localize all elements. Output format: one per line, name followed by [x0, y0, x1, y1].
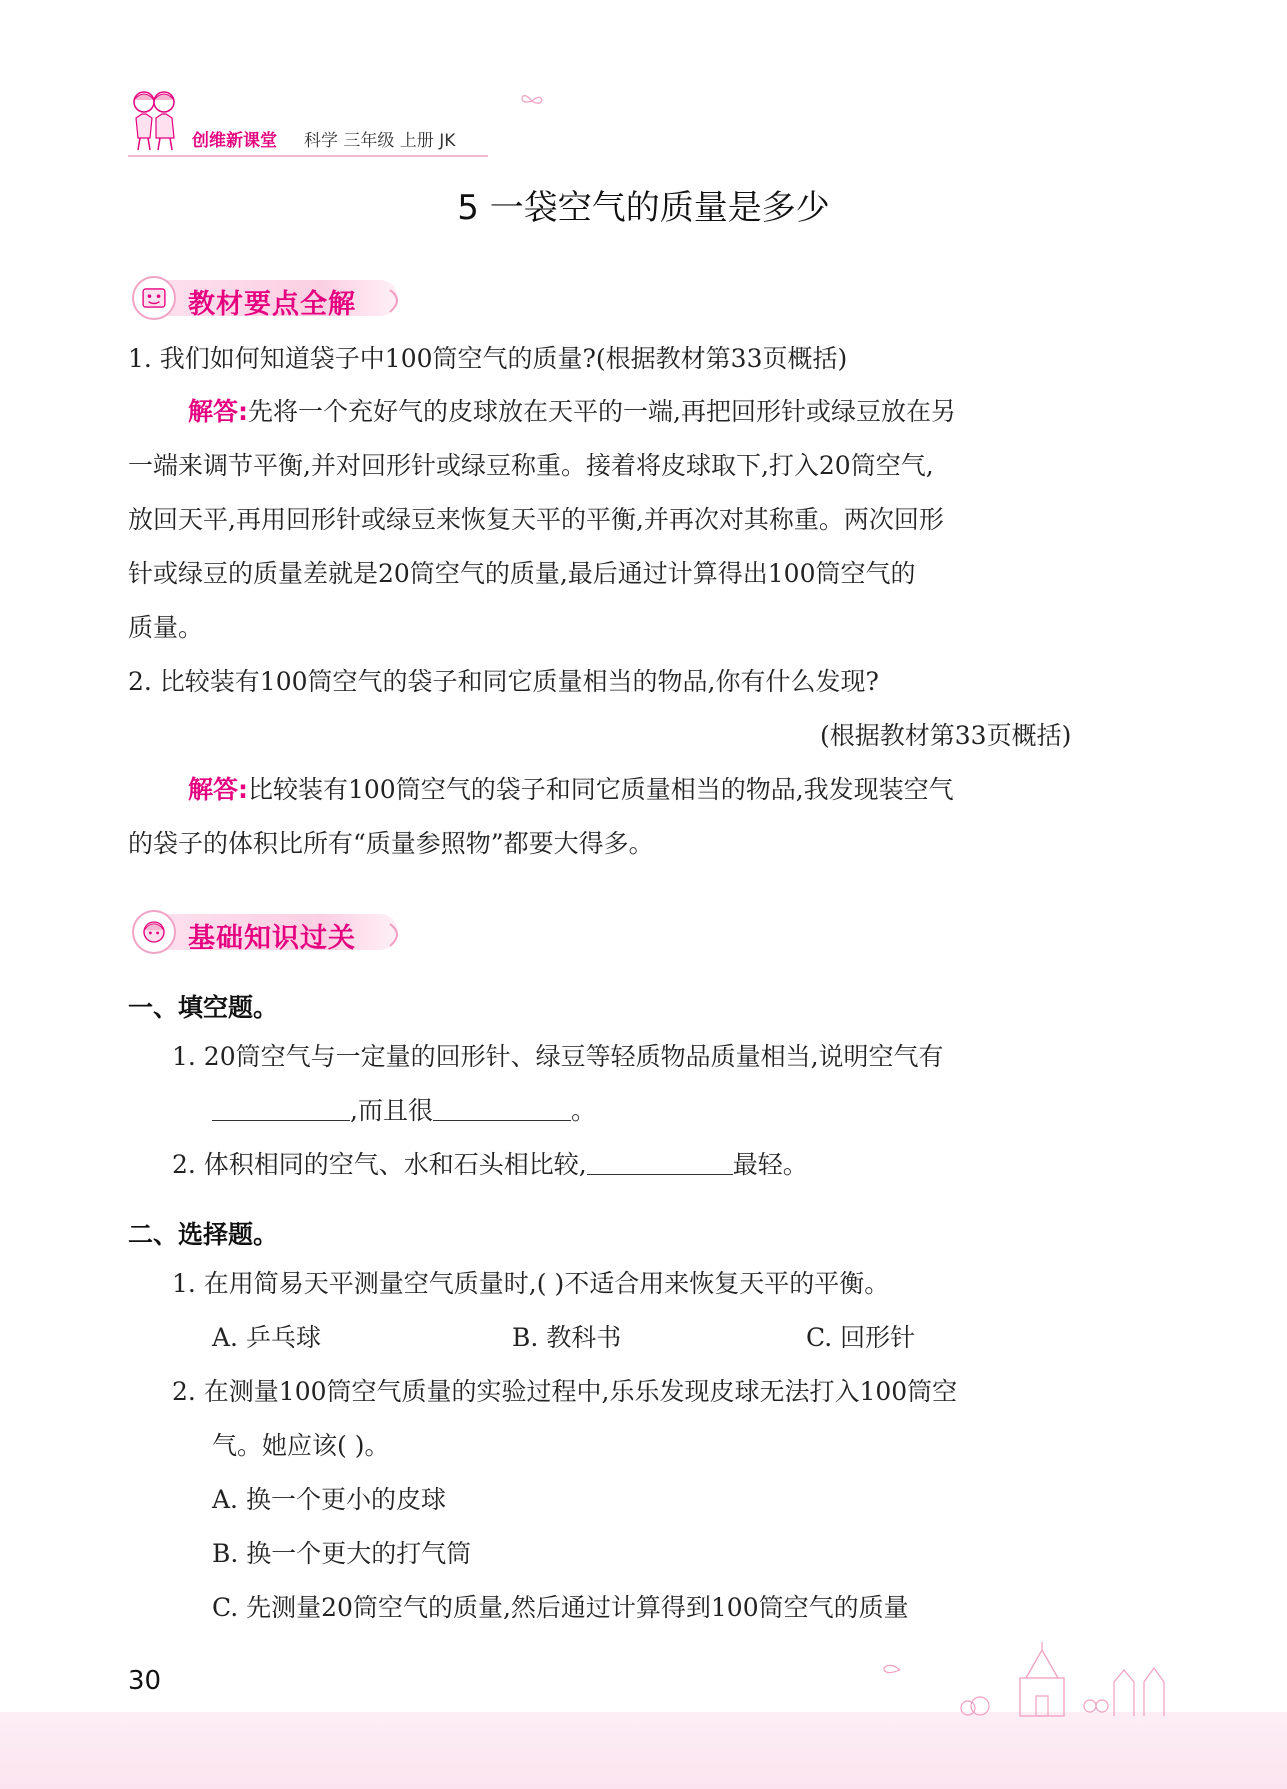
answer-2-line-1 [188, 775, 954, 805]
choice-item-1: 1. 在用简易天平测量空气质量时,( )不适合用来恢复天平的平衡。 [172, 1269, 890, 1298]
choice-1-option-b[interactable]: B. 教科书 [512, 1323, 622, 1352]
choice-2-option-c[interactable]: C. 先测量20筒空气的质量,然后通过计算得到100筒空气的质量 [212, 1593, 909, 1622]
book-mascot-icon [132, 276, 176, 320]
choice-1-option-a[interactable]: A. 乒乓球 [212, 1323, 321, 1352]
answer-label: 解答: [188, 775, 248, 804]
fill-text: 。 [570, 1096, 596, 1125]
part-1-heading: 一、填空题。 [128, 993, 279, 1022]
answer-text: 先将一个充好气的皮球放在天平的一端,再把回形针或绿豆放在另 [248, 397, 956, 426]
fill-item-1-line-1: 1. 20筒空气与一定量的回形针、绿豆等轻质物品质量相当,说明空气有 [172, 1042, 944, 1071]
badge-tail-icon [388, 286, 406, 314]
header-brand: 创维新课堂 [192, 131, 277, 151]
answer-1-line-2: 一端来调节平衡,并对回形针或绿豆称重。接着将皮球取下,打入20筒空气, [128, 451, 934, 480]
page-title: 5 一袋空气的质量是多少 [457, 188, 830, 228]
header-divider [128, 155, 488, 157]
choice-2-option-b[interactable]: B. 换一个更大的打气筒 [212, 1539, 472, 1568]
section-title: 基础知识过关 [188, 923, 356, 954]
choice-1-option-c[interactable]: C. 回形针 [806, 1323, 916, 1352]
butterfly-icon [520, 92, 544, 110]
fill-item-1-line-2 [212, 1096, 596, 1126]
answer-label: 解答: [188, 397, 248, 426]
answer-text: 比较装有100筒空气的袋子和同它质量相当的物品,我发现装空气 [248, 775, 954, 804]
answer-1-line-1 [188, 397, 956, 427]
answer-2-line-2: 的袋子的体积比所有“质量参照物”都要大得多。 [128, 829, 654, 858]
badge-tail-icon [388, 920, 406, 948]
fill-text: 最轻。 [732, 1150, 808, 1179]
answer-1-line-3: 放回天平,再用回形针或绿豆来恢复天平的平衡,并再次对其称重。两次回形 [128, 505, 944, 534]
section-badge-key-points [132, 276, 404, 322]
section-badge-basics [132, 910, 404, 956]
choice-item-2-line-1: 2. 在测量100筒空气质量的实验过程中,乐乐发现皮球无法打入100筒空 [172, 1377, 958, 1406]
answer-1-line-5: 质量。 [128, 613, 204, 642]
section-title: 教材要点全解 [188, 289, 356, 320]
answer-blank[interactable] [212, 1098, 350, 1121]
fill-text: 2. 体积相同的空气、水和石头相比较, [172, 1150, 587, 1179]
part-2-heading: 二、选择题。 [128, 1220, 279, 1249]
kids-logo-icon [128, 88, 180, 154]
question-1: 1. 我们如何知道袋子中100筒空气的质量?(根据教材第33页概括) [128, 344, 848, 373]
question-2: 2. 比较装有100筒空气的袋子和同它质量相当的物品,你有什么发现? [128, 667, 879, 696]
fill-item-2 [172, 1150, 808, 1180]
choice-2-option-a[interactable]: A. 换一个更小的皮球 [212, 1485, 446, 1514]
choice-item-2-line-2: 气。她应该( )。 [212, 1431, 390, 1460]
girl-mascot-icon [132, 910, 176, 954]
footer-band [0, 1712, 1287, 1789]
question-2-source: (根据教材第33页概括) [820, 721, 1072, 750]
answer-blank[interactable] [587, 1152, 733, 1175]
answer-blank[interactable] [433, 1098, 571, 1121]
fill-text: ,而且很 [350, 1096, 433, 1125]
answer-1-line-4: 针或绿豆的质量差就是20筒空气的质量,最后通过计算得出100筒空气的 [128, 559, 916, 588]
page-number: 30 [128, 1666, 162, 1696]
header-subtitle: 科学 三年级 上册 JK [304, 131, 456, 151]
castle-decoration-icon [880, 1642, 1170, 1718]
